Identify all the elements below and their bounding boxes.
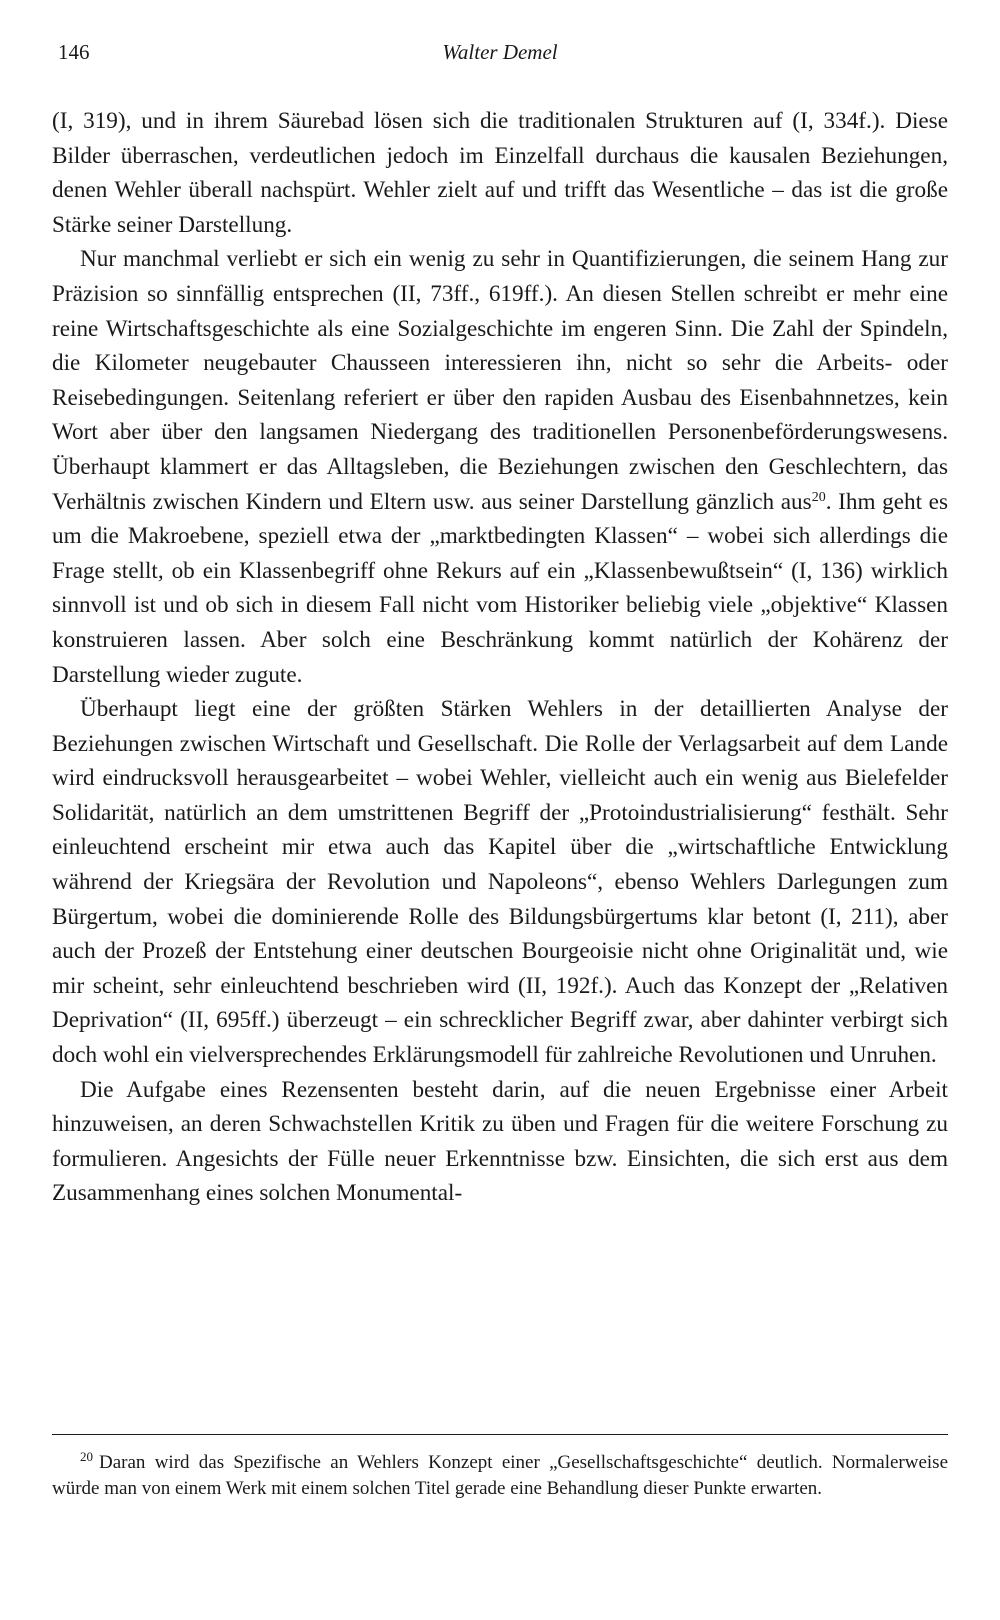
main-text [52, 104, 948, 1211]
page-header [52, 40, 948, 72]
running-head: Walter Demel [442, 40, 558, 64]
paragraph-1: (I, 319), und in ihrem Säurebad lösen sich die traditionalen Strukturen auf (I, 334f.). Diese Bilder überraschen, verdeutlichen jedoch im Einzelfall durchaus die kausalen Beziehungen, denen Wehler überall nachspürt. Wehler zielt auf und trifft das Wesentliche – das ist die große Stärke seiner Darstellung. [52, 108, 948, 238]
footnote-text: Daran wird das Spezifische an Wehlers Konzept einer „Gesellschaftsgeschichte“ deutlich. Normalerweise würde man von einem Werk mit einem solchen Titel gerade eine Behandlung dieser Punkte erwarten. [52, 1452, 948, 1499]
paragraph-2-text-a: Nur manchmal verliebt er sich ein wenig zu sehr in Quantifizierungen, die seinem Hang zur Präzision so sinnfällig entsprechen (II, 73ff., 619ff.). An diesen Stellen schreibt er mehr eine reine Wirtschaftsgeschichte als eine Sozialgeschichte im engeren Sinn. Die Zahl der Spindeln, die Kilometer neugebauter Chausseen interessieren ihn, nicht so sehr die Arbeits- oder Reisebedingungen. Seitenlang referiert er über den rapiden Ausbau des Eisenbahnnetzes, kein Wort aber über den langsamen Niedergang des traditionellen Personenbeförderungswesens. Überhaupt klammert er das Alltagsleben, die Beziehungen zwischen den Geschlechtern, das Verhältnis zwischen Kindern und Eltern usw. aus seiner Darstellung gänzlich aus [52, 246, 948, 515]
page-number: 146 [58, 40, 90, 64]
paragraph-4: Die Aufgabe eines Rezensenten besteht darin, auf die neuen Ergebnisse einer Arbeit hinzuweisen, an deren Schwachstellen Kritik zu üben und Fragen für die weitere Forschung zu formulieren. Angesichts der Fülle neuer Erkenntnisse bzw. Einsichten, die sich erst aus dem Zusammenhang eines solchen Monumental- [52, 1076, 948, 1207]
paragraph-3: Überhaupt liegt eine der größten Stärken Wehlers in der detaillierten Analyse der Beziehungen zwischen Wirtschaft und Gesellschaft. Die Rolle der Verlagsarbeit auf dem Lande wird eindrucksvoll herausgearbeitet – wobei Wehler, vielleicht auch ein wenig aus Bielefelder Solidarität, natürlich an dem umstrittenen Begriff der „Protoindustrialisierung“ festhält. Sehr einleuchtend erscheint mir etwa auch das Kapitel über die „wirtschaftliche Entwicklung während der Kriegsära der Revolution und Napoleons“, ebenso Wehlers Darlegungen zum Bürgertum, wobei die dominierende Rolle des Bildungsbürgertums klar betont (I, 211), aber auch der Prozeß der Entstehung einer deutschen Bourgeoisie nicht ohne Originalität und, wie mir scheint, sehr einleuchtend beschrieben wird (II, 192f.). Auch das Konzept der „Relativen Deprivation“ (II, 695ff.) überzeugt – ein schrecklicher Begriff zwar, aber dahinter verbirgt sich doch wohl ein vielversprechendes Erklärungsmodell für zahlreiche Revolutionen und Unruhen. [52, 696, 948, 1069]
paragraph-2 [52, 242, 948, 692]
footnotes [52, 1450, 948, 1501]
paragraph-2-text-b: . Ihm geht es um die Makroebene, speziell etwa der „marktbedingten Klassen“ – wobei sich allerdings die Frage stellt, ob ein Klassenbegriff ohne Rekurs auf ein „Klassenbewußtsein“ (I, 136) wirklich sinnvoll ist und ob sich in diesem Fall nicht vom Historiker beliebig viele „objektive“ Klassen konstruieren lassen. Aber solch eine Beschränkung kommt natürlich der Kohärenz der Darstellung wieder zugute. [52, 488, 948, 688]
footnote-number: 20 [80, 1449, 93, 1464]
footnote-reference-20[interactable]: 20 [811, 489, 826, 505]
footnote-divider [52, 1434, 948, 1435]
footnote-20 [52, 1450, 948, 1501]
